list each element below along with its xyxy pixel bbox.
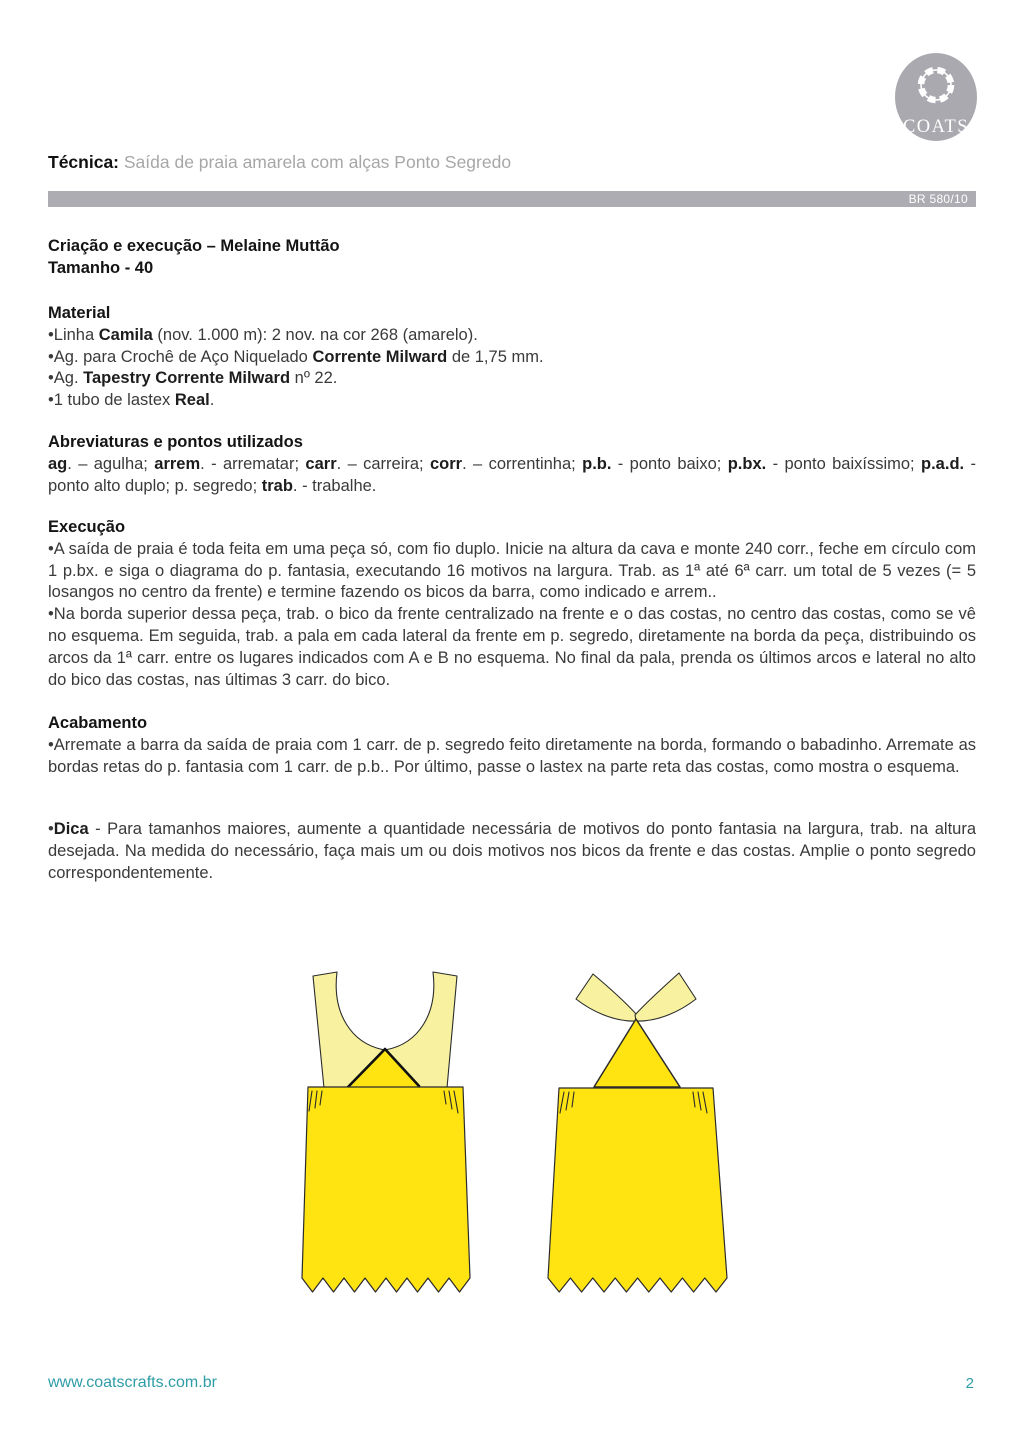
size-line: Tamanho - 40 <box>48 258 154 277</box>
material-item: •1 tubo de lastex Real. <box>48 391 215 410</box>
credits-line: Criação e execução – Melaine Muttão <box>48 237 340 255</box>
abbreviations-section <box>48 432 976 497</box>
execution-heading: Execução <box>48 518 126 536</box>
technique-label: Técnica: <box>48 152 119 172</box>
material-section <box>48 303 976 412</box>
execution-paragraph: •Na borda superior dessa peça, trab. o bico da frente centralizado na frente e o das costas, no centro das costas, como se vê no esquema. Em seguida, trab. a pala em cada lateral da frente em p. segredo, diretamente na borda da peça, distribuindo os arcos da 1ª carr. entre os lugares indicados com A e B no esquema. No final da pala, prenda os últimos arcos e lateral no alto do bico das costas, nas últimas 3 carr. do bico. <box>48 605 976 689</box>
tip-paragraph: •Dica - Para tamanhos maiores, aumente a quantidade necessária de motivos do ponto fantasia na largura, trab. na altura desejada. Na medida do necessário, faça mais um ou dois motivos nos bicos da frente e das costas. Amplie o ponto segredo correspondentemente. <box>48 820 976 882</box>
technique-title: Saída de praia amarela com alças Ponto Segredo <box>123 152 512 172</box>
abbreviations-heading: Abreviaturas e pontos utilizados <box>48 433 303 451</box>
back-view-illustration <box>538 958 730 1300</box>
tip-section <box>48 819 976 884</box>
material-heading: Material <box>48 304 111 322</box>
reference-code: BR 580/10 <box>908 192 968 206</box>
reference-bar <box>48 191 976 207</box>
finishing-heading: Acabamento <box>48 714 148 732</box>
material-item: •Ag. para Crochê de Aço Niquelado Corrente Milward de 1,75 mm. <box>48 347 544 366</box>
website-link[interactable]: www.coatscrafts.com.br <box>48 1374 217 1391</box>
execution-section <box>48 517 976 691</box>
finishing-section <box>48 713 976 778</box>
logo-wordmark: COATS <box>902 117 970 137</box>
technique-line <box>48 152 976 172</box>
material-item: •Linha Camila (nov. 1.000 m): 2 nov. na cor 268 (amarelo). <box>48 325 478 344</box>
material-item: •Ag. Tapestry Corrente Milward nº 22. <box>48 369 338 388</box>
credits-block <box>48 236 976 280</box>
front-view-illustration <box>296 958 476 1300</box>
abbreviations-text: ag. – agulha; arrem. - arrematar; carr. – carreira; corr. – correntinha; p.b. - ponto baixo; p.bx. - ponto baixíssimo; p.a.d. - ponto alto duplo; p. segredo; trab. - trabalhe. <box>48 454 976 495</box>
coats-logo <box>894 52 978 142</box>
finishing-paragraph: •Arremate a barra da saída de praia com 1 carr. de p. segredo feito diretamente na borda, formando o babadinho. Arremate as bordas retas do p. fantasia com 1 carr. de p.b.. Por último, passe o lastex na parte reta das costas, como mostra o esquema. <box>48 735 976 776</box>
page-number: 2 <box>965 1375 974 1392</box>
execution-paragraph: •A saída de praia é toda feita em uma peça só, com fio duplo. Inicie na altura da cava e monte 240 corr., feche em círculo com 1 p.bx. e siga o diagrama do p. fantasia, executando 16 motivos na largura. Trab. as 1ª até 6ª carr. um total de 5 vezes (= 5 losangos no centro da frente) e termine fazendo os bicos da barra, como indicado e arrem.. <box>48 539 976 602</box>
